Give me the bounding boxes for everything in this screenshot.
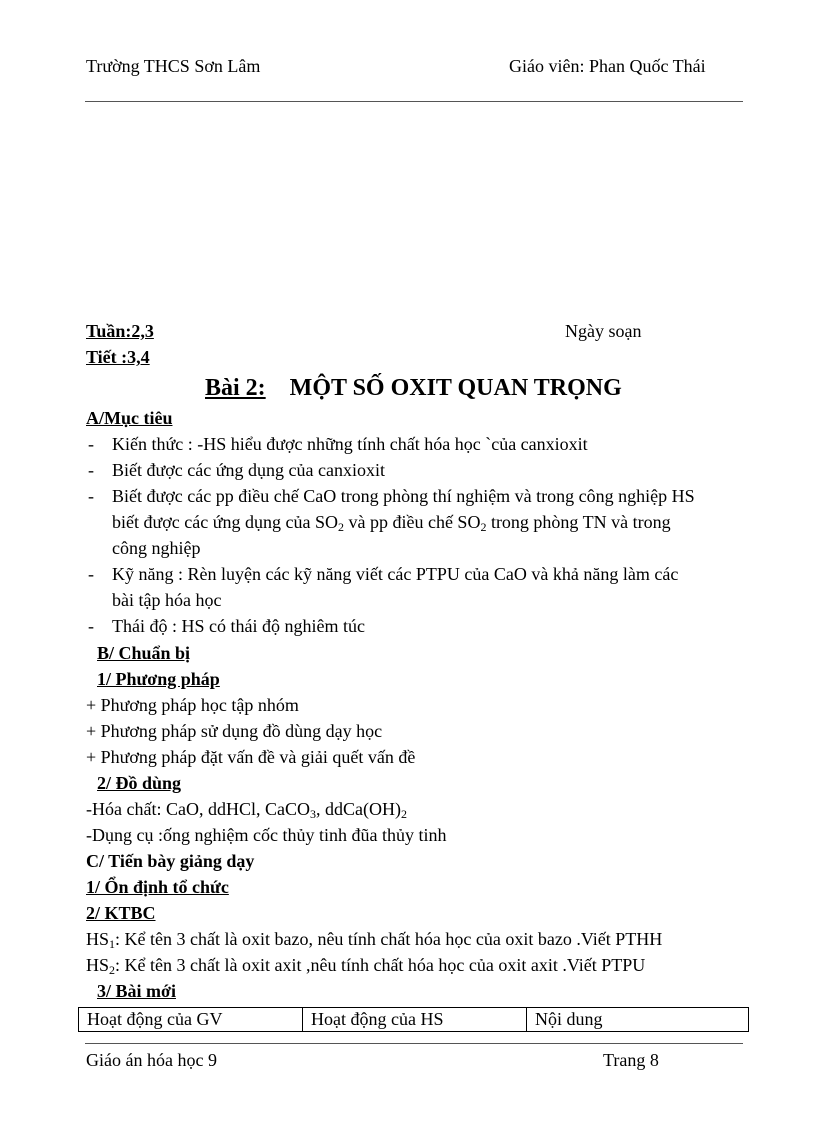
- header-rule: [85, 101, 743, 102]
- procedure-heading: C/ Tiến bày giảng dạy: [86, 851, 255, 871]
- bullet-dash: -: [88, 486, 94, 506]
- bullet-dash: -: [88, 616, 94, 636]
- objective-skills-line2: bài tập hóa học: [112, 590, 222, 610]
- objective-uses: Biết được các ứng dụng của canxioxit: [112, 460, 385, 480]
- chemicals-line: -Hóa chất: CaO, ddHCl, CaCO$_3$, $ddCa(OH)_2$: [86, 799, 407, 821]
- new-lesson-heading: 3/ Bài mới: [97, 981, 176, 1001]
- activity-table: [78, 1007, 749, 1032]
- hs1-question: $HS_1$: Kể tên 3 chất là oxit bazo, nêu tính chất hóa học của oxit bazo .Viết PTHH: [86, 929, 663, 951]
- method-group: + Phương pháp học tập nhóm: [86, 695, 299, 715]
- bullet-dash: -: [88, 460, 94, 480]
- method-tools: + Phương pháp sử dụng đồ dùng dạy học: [86, 721, 383, 741]
- teacher-name: Giáo viên: Phan Quốc Thái: [509, 56, 706, 76]
- methods-heading: 1/ Phương pháp: [97, 669, 220, 689]
- bullet-dash: -: [88, 434, 94, 454]
- column-header-gv: Hoạt động của GV: [79, 1008, 303, 1032]
- column-header-content: Nội dung: [527, 1008, 749, 1032]
- school-name: Trường THCS Sơn Lâm: [86, 56, 261, 76]
- footer-rule: [85, 1043, 743, 1044]
- week-label: Tuần:2,3: [86, 321, 154, 341]
- preparation-heading: B/ Chuẩn bị: [97, 643, 191, 663]
- bullet-dash: -: [88, 564, 94, 584]
- date-label: Ngày soạn: [565, 321, 642, 341]
- lesson-name: MỘT SỐ OXIT QUAN TRỌNG: [289, 375, 622, 401]
- organization-heading: 1/ Ổn định tổ chức: [86, 877, 229, 897]
- objective-prep-line1: Biết được các pp điều chế CaO trong phòng thí nghiệm và trong công nghiệp HS: [112, 486, 695, 506]
- table-row: [79, 1008, 749, 1032]
- equipment-line: -Dụng cụ :ống nghiệm cốc thủy tinh đũa thủy tinh: [86, 825, 447, 845]
- objective-prep-line2: biết được các ứng dụng của $SO_2$ và pp điều chế $SO_2$ trong phòng TN và trong: [112, 512, 671, 534]
- hs2-question: $HS_2$: Kể tên 3 chất là oxit axit ,nêu tính chất hóa học của oxit axit .Viết PTPU: [86, 955, 646, 977]
- ktbc-heading: 2/ KTBC: [86, 903, 156, 923]
- objective-prep-line3: công nghiệp: [112, 538, 201, 558]
- footer-book: Giáo án hóa học 9: [86, 1050, 217, 1070]
- lesson-title: [205, 375, 622, 402]
- tools-heading: 2/ Đồ dùng: [97, 773, 182, 793]
- objective-knowledge: Kiến thức : -HS hiểu được những tính chất hóa học `của canxioxit: [112, 434, 588, 454]
- lesson-number: Bài 2:: [205, 375, 266, 401]
- objective-skills-line1: Kỹ năng : Rèn luyện các kỹ năng viết các PTPU của CaO và khả năng làm các: [112, 564, 679, 584]
- footer-page: Trang 8: [603, 1050, 659, 1070]
- objectives-heading: A/Mục tiêu: [86, 408, 173, 428]
- period-label: Tiết :3,4: [86, 347, 150, 367]
- objective-attitude: Thái độ : HS có thái độ nghiêm túc: [112, 616, 365, 636]
- column-header-hs: Hoạt động của HS: [303, 1008, 527, 1032]
- method-problem: + Phương pháp đặt vấn đề và giải quết vấn đề: [86, 747, 416, 767]
